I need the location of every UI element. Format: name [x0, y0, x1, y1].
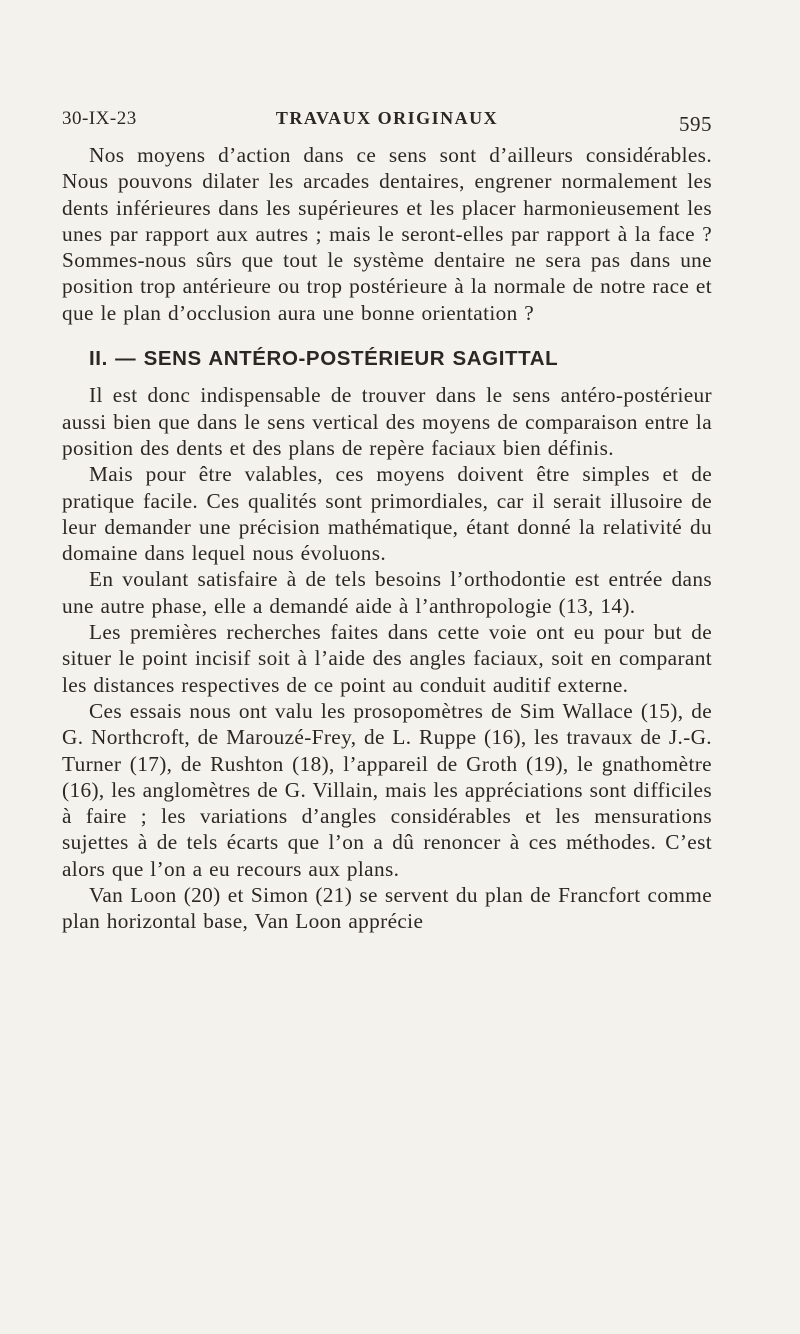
paragraph: Il est donc indispensable de trouver dans le sens antéro-postérieur aussi bien que dans le sens vertical des moyens de comparaison entre la position des dents et des plans de repère faciaux bien définis. — [62, 383, 712, 460]
paragraph: Les premières recherches faites dans cette voie ont eu pour but de situer le point incisif soit à l’aide des angles faciaux, soit en comparant les distances respectives de ce point au conduit auditif externe. — [62, 620, 712, 697]
running-head — [62, 108, 712, 142]
section-heading: II. — SENS ANTÉRO-POSTÉRIEUR SAGITTAL — [89, 347, 559, 371]
intro-paragraph: Nos moyens d’action dans ce sens sont d’ailleurs considérables. Nous pouvons dilater les arcades dentaires, engrener normalement les dents inférieures dans les supérieures et les placer harmonieusement les unes par rapport aux autres ; mais le seront-elles par rapport à la face ? Sommes-nous sûrs que tout le système dentaire ne sera pas dans une position trop antérieure ou trop postérieure à la normale de notre race et que le plan d’occlusion aura une bonne orientation ? — [62, 143, 712, 325]
running-head-date: 30-IX-23 — [62, 108, 137, 129]
page-number: 595 — [679, 112, 712, 136]
paragraph: Mais pour être valables, ces moyens doivent être simples et de pratique facile. Ces qualités sont primordiales, car il serait illusoire de leur demander une précision mathématique, étant donné la relativité du domaine dans lequel nous évoluons. — [62, 462, 712, 566]
paragraph: Ces essais nous ont valu les prosopomètres de Sim Wallace (15), de G. Northcroft, de Marouzé-Frey, de L. Ruppe (16), les travaux de J.-G. Turner (17), de Rushton (18), l’appareil de Groth (19), le gnathomètre (16), les anglomètres de G. Villain, mais les appréciations sont difficiles à faire ; les variations d’angles considérables et les mensurations sujettes à de tels écarts que l’on a dû renoncer à ces méthodes. C’est alors que l’on a eu recours aux plans. — [62, 698, 712, 881]
body-text — [62, 142, 712, 935]
paragraph: En voulant satisfaire à de tels besoins l’orthodontie est entrée dans une autre phase, elle a demandé aide à l’anthropologie (13, 14). — [62, 567, 712, 618]
page — [62, 108, 712, 935]
running-head-title: TRAVAUX ORIGINAUX — [275, 108, 499, 128]
paragraph: Van Loon (20) et Simon (21) se servent du plan de Francfort comme plan horizontal base, Van Loon apprécie — [62, 883, 712, 934]
